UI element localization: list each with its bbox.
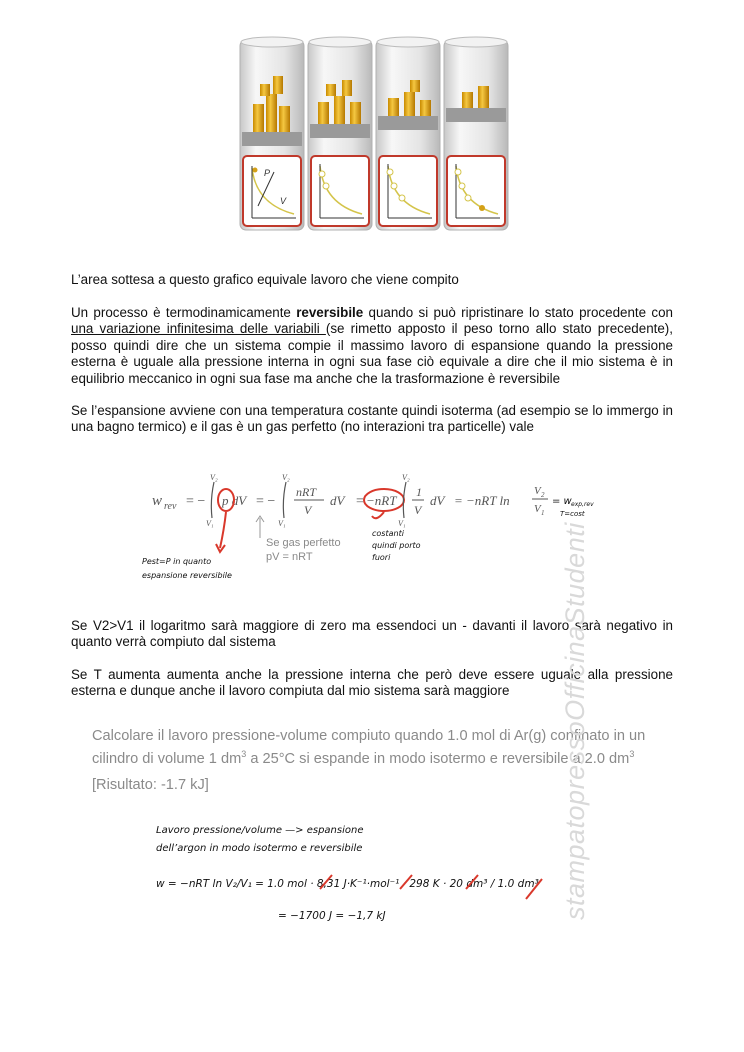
cylinder-3 <box>376 37 440 230</box>
formula-hand-result: = w <box>552 496 572 507</box>
formula-nrt: nRT <box>296 485 317 499</box>
p2-mid: quando si può ripristinare lo stato procedente con <box>363 305 673 320</box>
graph-p-label: P <box>264 168 271 178</box>
handwritten-solution <box>150 815 590 930</box>
p2-start: Un processo è termodinamicamente <box>71 305 297 320</box>
cylinder-2 <box>308 37 372 230</box>
p2-end: (se rimetto apposto il peso torno allo stato precedente), posso quindi dire che un sistema compie il massimo lavoro di espansione quando la pressione esterna è uguale alla pressione interna in ogni sua fase ciò equivale a dire che il mio sistema è in equilibrio meccanico in ogni sua fase ma anche che la trasformazione è reversibile <box>71 321 673 386</box>
paragraph-temperature: Se T aumenta aumenta anche la pressione interna che però deve essere uguale alla pressione esterna e dunque anche il lavoro compiuta dal mio sistema sarà maggiore <box>71 667 673 699</box>
formula-image <box>140 460 594 590</box>
formula-eq4: = −nRT ln <box>454 493 510 508</box>
paragraph-reversible <box>71 305 673 387</box>
hand-line-1: Lavoro pressione/volume —> espansione <box>156 825 364 836</box>
p2-bold: reversibile <box>296 305 364 320</box>
formula-lower-2: V₁ <box>278 519 286 528</box>
exercise-sup2: 3 <box>629 749 635 759</box>
formula-gas-note-2: pV = nRT <box>266 551 313 563</box>
formula-eq2: = − <box>256 494 276 509</box>
exercise-result: [Risultato: -1.7 kJ] <box>92 776 209 793</box>
formula-gas-note-1: Se gas perfetto <box>266 537 341 549</box>
formula-hand-left-1: Pest=P in quanto <box>142 557 212 566</box>
formula-over-v: V <box>304 503 312 517</box>
cylinder-4 <box>444 37 508 230</box>
hand-line-4: = −1700 J = −1,7 kJ <box>278 910 386 922</box>
formula-hand-left-2: espansione reversibile <box>142 571 232 580</box>
formula-lower-3: V₁ <box>398 519 406 528</box>
formula-v1: V <box>534 503 541 515</box>
formula-dv: dV <box>330 493 345 508</box>
exercise-line1b: a 25°C si espande in modo isotermo e reversibile a 2.0 dm <box>246 750 630 767</box>
formula-upper-3: V₂ <box>402 473 410 482</box>
formula-lhs: w <box>152 493 163 509</box>
paragraph-log: Se V2>V1 il logaritmo sarà maggiore di zero ma essendoci un - davanti il lavoro sarà negativo in quanto verrà compiuto dal sistema <box>71 618 673 650</box>
formula-hand-right-3: fuori <box>372 553 391 562</box>
formula-hand-result-sub: exp,rev <box>571 501 594 508</box>
formula-lower-1: V₁ <box>206 519 214 528</box>
formula-upper-1: V₂ <box>210 473 218 482</box>
formula-pdv: p dV <box>222 493 247 508</box>
formula-eq1: = − <box>186 494 206 509</box>
formula-v2: V <box>534 485 541 497</box>
piston-figure <box>238 36 510 232</box>
formula-eq3: = <box>356 494 364 509</box>
formula-v1-sub: 1 <box>541 509 545 517</box>
hand-line-3: w = −nRT ln V₂/V₁ = 1.0 mol · 8,31 J·K⁻¹·mol⁻¹ · 298 K · 20 dm³ / 1.0 dm³ <box>156 878 539 890</box>
graph-v-label: V <box>280 196 287 206</box>
hand-line-2: dell’argon in modo isotermo e reversibile <box>156 843 363 854</box>
formula-over-v2: V <box>414 503 422 517</box>
watermark: stampatopressoOfficinaStudenti <box>560 522 590 920</box>
exercise-sup1: 3 <box>241 749 247 759</box>
p2-underlined: una variazione infinitesima delle variabili <box>71 321 326 337</box>
formula-minus-nrt: −nRT <box>366 493 397 508</box>
formula-dv2: dV <box>430 493 445 508</box>
formula-hand-tcost: T=cost <box>560 510 585 518</box>
formula-one: 1 <box>416 485 422 499</box>
formula-lhs-sub: rev <box>164 501 177 512</box>
formula-v2-sub: 2 <box>541 491 545 499</box>
paragraph-isotherm: Se l’espansione avviene con una temperatura costante quindi isoterma (ad esempio se lo immergo in una bagno termico) e il gas è un gas perfetto (no interazioni tra particelle) vale <box>71 403 673 435</box>
paragraph-area: L’area sottesa a questo grafico equivale lavoro che viene compito <box>71 272 459 287</box>
formula-upper-2: V₂ <box>282 473 290 482</box>
formula-hand-right-2: quindi porto <box>372 541 421 550</box>
cylinder-1 <box>240 37 304 230</box>
formula-hand-right-1: costanti <box>372 529 404 538</box>
exercise-line1: Calcolare il lavoro pressione-volume compiuto quando 1.0 mol di Ar(g) confinato in un cilindro di volume 1 dm <box>92 728 646 767</box>
